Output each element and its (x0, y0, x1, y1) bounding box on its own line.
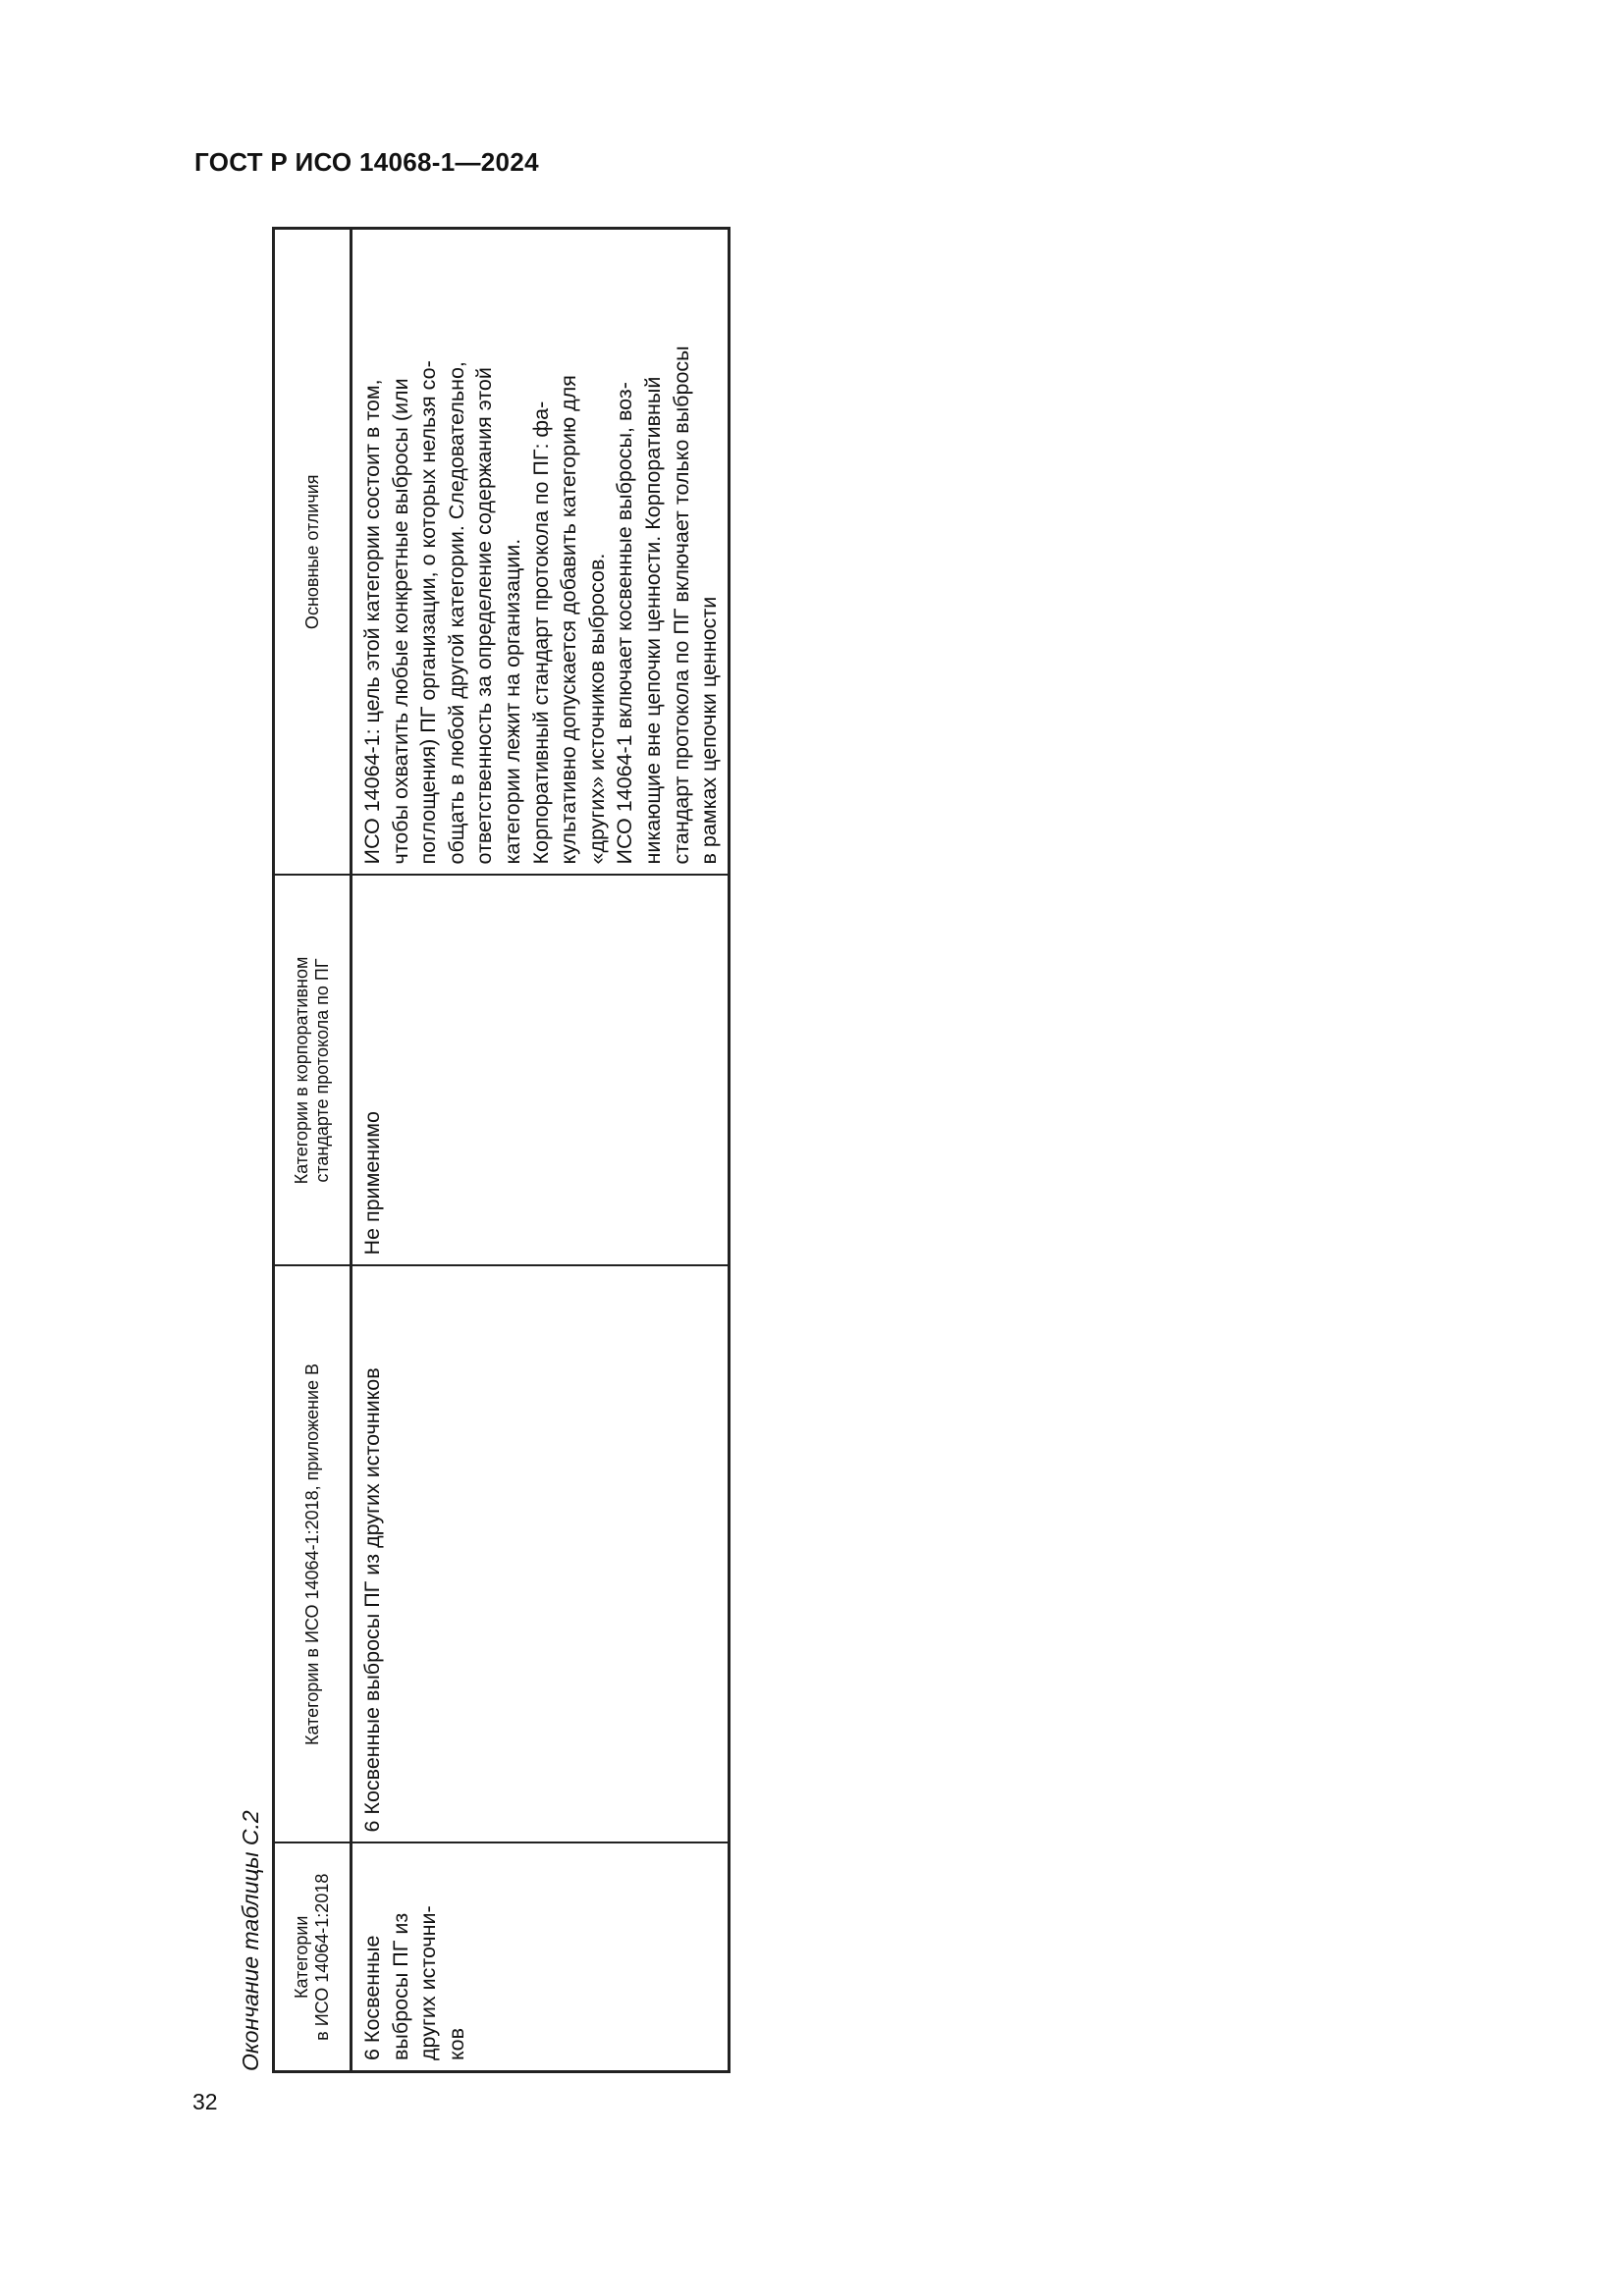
cell-line: никающие вне цепочки ценности. Корпоративный (640, 376, 665, 865)
header-main-differences (274, 229, 352, 876)
cell-ghg-protocol (352, 876, 730, 1266)
header-line: Основные отличия (301, 474, 322, 630)
header-ghg-protocol (274, 876, 352, 1266)
cell-line: культативно допускается добавить категорию для (557, 375, 581, 865)
cell-line: стандарт протокола по ПГ включает только выбросы (669, 346, 693, 865)
cell-line: ответственность за определение содержания этой (472, 367, 497, 865)
cell-main-differences (352, 229, 730, 876)
cell-line: 6 Косвенные выбросы ПГ из других источников (360, 1367, 384, 1833)
comparison-table (272, 227, 731, 2073)
cell-line: категории лежит на организации. (500, 538, 524, 865)
cell-line: 6 Косвенные (360, 1935, 384, 2060)
table-header-row (274, 229, 352, 2072)
page-number: 32 (192, 2089, 218, 2114)
rotated-table-block (231, 230, 722, 2073)
cell-line: ИСО 14064-1: цель этой категории состоит в том, (360, 379, 384, 865)
header-line: Категории в ИСО 14064-1:2018, приложение В (301, 1362, 322, 1746)
header-line: Категории в корпоративном (292, 956, 311, 1185)
header-line: стандарте протокола по ПГ (312, 958, 332, 1183)
cell-line: Корпоративный стандарт протокола по ПГ: фа- (528, 400, 553, 865)
cell-line: Не применимо (360, 1111, 384, 1255)
cell-line: ИСО 14064-1 включает косвенные выбросы, воз- (613, 382, 637, 865)
cell-line: общать в любой другой категории. Следовательно, (444, 361, 468, 865)
cell-line: «других» источников выбросов. (584, 553, 609, 865)
cell-line: других источни- (416, 1905, 441, 2060)
table-row (352, 229, 730, 2072)
header-iso-annex-b (274, 1266, 352, 1843)
cell-line: в рамках цепочки ценности (697, 596, 722, 865)
cell-line: чтобы охватить любые конкретные выбросы (или (388, 378, 412, 865)
header-iso-categories (274, 1843, 352, 2072)
header-line: Категории (292, 1915, 311, 1999)
cell-iso-annex-b (352, 1266, 730, 1843)
cell-line: поглощения) ПГ организации, о которых нельзя со- (416, 360, 441, 865)
document-code: ГОСТ Р ИСО 14068-1—2024 (194, 147, 539, 177)
cell-line: ков (444, 2027, 468, 2060)
cell-iso-category (352, 1843, 730, 2072)
header-line: в ИСО 14064-1:2018 (312, 1873, 332, 2041)
cell-line: выбросы ПГ из (388, 1912, 412, 2060)
table-caption: Окончание таблицы С.2 (238, 1810, 263, 2071)
